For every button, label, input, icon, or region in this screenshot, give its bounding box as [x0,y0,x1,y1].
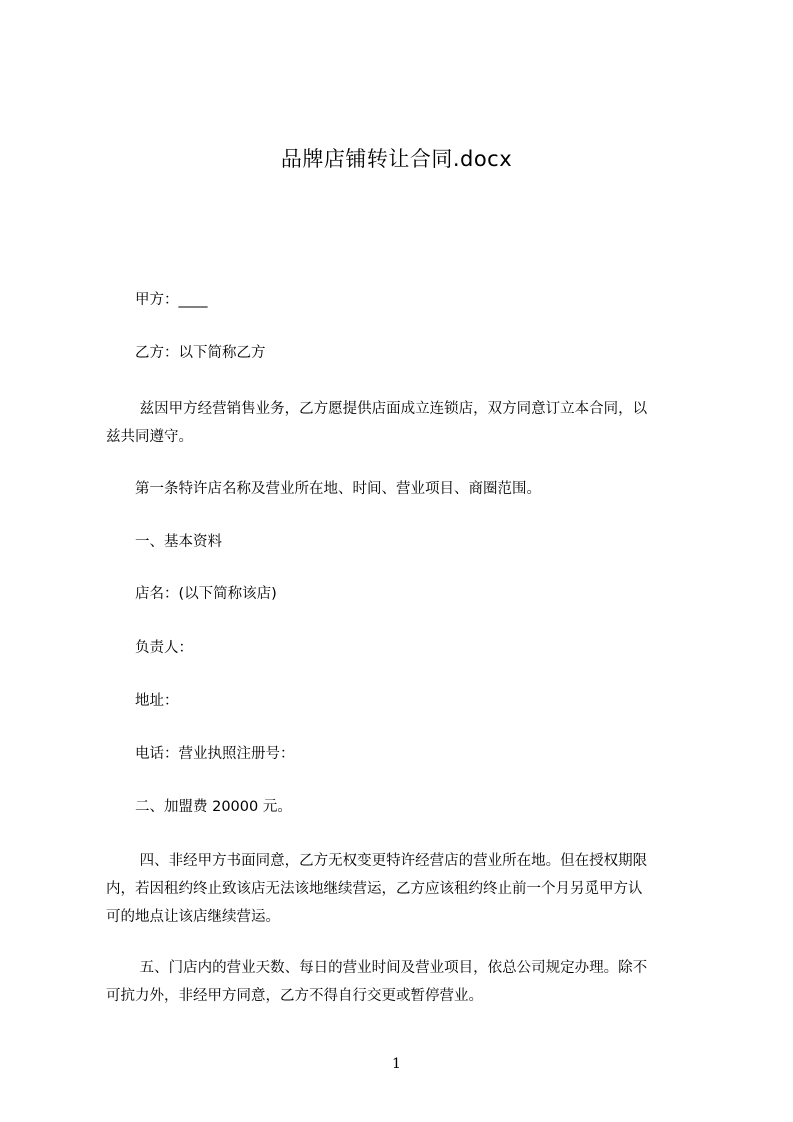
paragraph-line: 一、基本资料 [106,534,222,550]
paragraph-line: 电话：营业执照注册号： [106,746,295,762]
paragraph-phone-license [106,740,708,768]
paragraph-line: 店名：(以下简称该店) [106,586,277,602]
paragraph-party-b [106,339,708,367]
paragraph-clause-4 [106,847,708,931]
page-number: 1 [392,1056,401,1072]
paragraph-line: 内，若因租约终止致该店无法该地继续营运，乙方应该租约终止前一个月另觅甲方认 [106,881,643,897]
paragraph-line: 四、非经甲方书面同意，乙方无权变更特许经营店的营业所在地。但在授权期限 [106,853,648,869]
paragraph-line: 第一条特许店名称及营业所在地、时间、营业项目、商圈范围。 [106,481,541,497]
paragraph-line: 可抗力外，非经甲方同意，乙方不得自行交更或暂停营业。 [106,988,483,1004]
paragraph-preamble [106,395,708,451]
paragraph-article-1 [106,475,708,503]
paragraph-line: 甲方：____ [106,292,208,308]
paragraph-line: 负责人： [106,640,193,656]
paragraph-line: 乙方：以下简称乙方 [106,345,266,361]
paragraph-line: 二、加盟费 20000 元。 [106,799,292,815]
paragraph-clause-5 [106,954,708,1010]
paragraph-store-name [106,580,708,608]
paragraph-line: 兹共同遵守。 [106,429,193,445]
paragraph-party-a [106,286,708,314]
paragraph-line: 兹因甲方经营销售业务，乙方愿提供店面成立连锁店，双方同意订立本合同，以 [106,401,648,417]
paragraph-line: 地址： [106,693,179,709]
paragraph-franchise-fee [106,793,708,821]
paragraph-address [106,687,708,715]
document-title: 品牌店铺转让合同.docx [280,147,513,171]
paragraph-line: 可的地点让该店继续营运。 [106,909,280,925]
paragraph-person-in-charge [106,634,708,662]
paragraph-section-basic-info [106,528,708,556]
paragraph-line: 五、门店内的营业天数、每日的营业时间及营业项目，依总公司规定办理。除不 [106,960,648,976]
